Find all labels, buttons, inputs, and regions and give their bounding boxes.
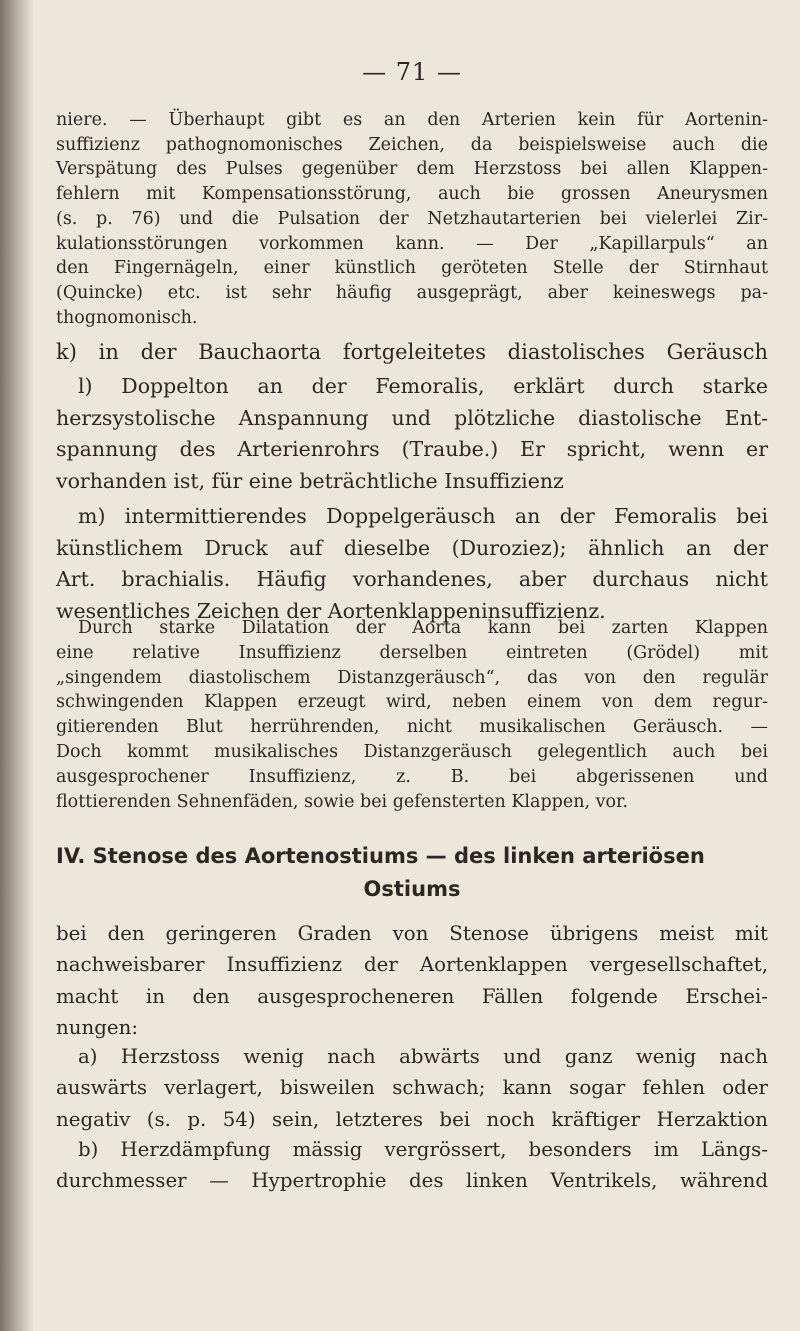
paragraph-small-print bbox=[56, 616, 768, 814]
text-line: durchmesser — Hypertrophie des linken Ventrikels, während bbox=[56, 1169, 768, 1193]
text-line: Art. brachialis. Häufig vorhandenes, aber durchaus nicht bbox=[56, 567, 768, 591]
text-line: ausgesprochener Insuffizienz, z. B. bei abgerissenen und bbox=[56, 766, 768, 787]
text-line: Doch kommt musikalisches Distanzgeräusch gelegentlich auch bei bbox=[56, 741, 768, 762]
text-line: herzsystolische Anspannung und plötzliche diastolische Ent- bbox=[56, 405, 768, 430]
item-b bbox=[56, 1134, 768, 1197]
paragraph-intro bbox=[56, 108, 768, 330]
section-heading-continued: Ostiums bbox=[363, 877, 461, 901]
text-line: macht in den ausgesprocheneren Fällen folgende Erschei- bbox=[56, 984, 768, 1008]
page-number: — 71 — bbox=[362, 58, 462, 86]
text-line: gitierenden Blut herrührenden, nicht musikalischen Geräusch. — bbox=[56, 717, 768, 738]
paragraph-stenosis-intro bbox=[56, 918, 768, 1043]
text-line: k) in der Bauchaorta fortgeleitetes diastolisches Geräusch bbox=[56, 340, 768, 364]
text-line: flottierenden Sehnenfäden, sowie bei gefensterten Klappen, vor. bbox=[56, 791, 629, 812]
text-line: schwingenden Klappen erzeugt wird, neben einem von dem regur- bbox=[56, 692, 768, 713]
text-line: m) intermittierendes Doppelgeräusch an der Femoralis bei bbox=[78, 504, 768, 528]
text-line: (s. p. 76) und die Pulsation der Netzhautarterien bei vielerlei Zir- bbox=[56, 208, 768, 229]
item-k bbox=[56, 337, 768, 368]
text-line: „singendem diastolischem Distanzgeräusch“, das von den regulär bbox=[56, 667, 768, 688]
page-binding-shadow bbox=[0, 0, 34, 1331]
text-line: nachweisbarer Insuffizienz der Aortenklappen vergesellschaftet, bbox=[56, 953, 768, 977]
text-line: bei den geringeren Graden von Stenose übrigens meist mit bbox=[56, 922, 768, 945]
text-line: niere. — Überhaupt gibt es an den Arterien kein für Aortenin- bbox=[56, 110, 768, 130]
text-line: fehlern mit Kompensationsstörung, auch bie grossen Aneurysmen bbox=[56, 184, 768, 205]
section-heading: IV. Stenose des Aortenostiums — des linken arteriösen bbox=[56, 844, 705, 868]
text-line: thognomonisch. bbox=[56, 307, 198, 328]
text-line: a) Herzstoss wenig nach abwärts und ganz wenig nach bbox=[78, 1045, 768, 1068]
text-line: spannung des Arterienrohrs (Traube.) Er spricht, wenn er bbox=[56, 437, 768, 461]
item-a bbox=[56, 1041, 768, 1135]
text-line: nungen: bbox=[56, 1015, 138, 1039]
text-line: wesentliches Zeichen der Aortenklappeninsuffizienz. bbox=[56, 598, 606, 623]
text-line: auswärts verlagert, bisweilen schwach; kann sogar fehlen oder bbox=[56, 1076, 768, 1100]
text-line: (Quincke) etc. ist sehr häufig ausgeprägt, aber keineswegs pa- bbox=[56, 282, 768, 303]
text-line: vorhanden ist, für eine beträchtliche Insuffizienz bbox=[56, 468, 564, 493]
text-line: suffizienz pathognomonisches Zeichen, da beispielsweise auch die bbox=[56, 134, 768, 155]
text-line: Durch starke Dilatation der Aorta kann bei zarten Klappen bbox=[78, 618, 768, 638]
item-l bbox=[56, 371, 768, 497]
text-line: Verspätung des Pulses gegenüber dem Herzstoss bei allen Klappen- bbox=[56, 159, 768, 180]
text-line: den Fingernägeln, einer künstlich geröteten Stelle der Stirnhaut bbox=[56, 258, 768, 279]
text-line: künstlichem Druck auf dieselbe (Duroziez); ähnlich an der bbox=[56, 535, 768, 560]
text-line: kulationsstörungen vorkommen kann. — Der „Kapillarpuls“ an bbox=[56, 233, 768, 254]
book-page bbox=[56, 0, 768, 1331]
text-line: b) Herzdämpfung mässig vergrössert, besonders im Längs- bbox=[78, 1138, 768, 1161]
text-line: l) Doppelton an der Femoralis, erklärt durch starke bbox=[78, 374, 768, 398]
text-line: negativ (s. p. 54) sein, letzteres bei noch kräftiger Herzaktion bbox=[56, 1107, 768, 1131]
text-line: eine relative Insuffizienz derselben eintreten (Grödel) mit bbox=[56, 642, 768, 663]
item-m bbox=[56, 501, 768, 627]
